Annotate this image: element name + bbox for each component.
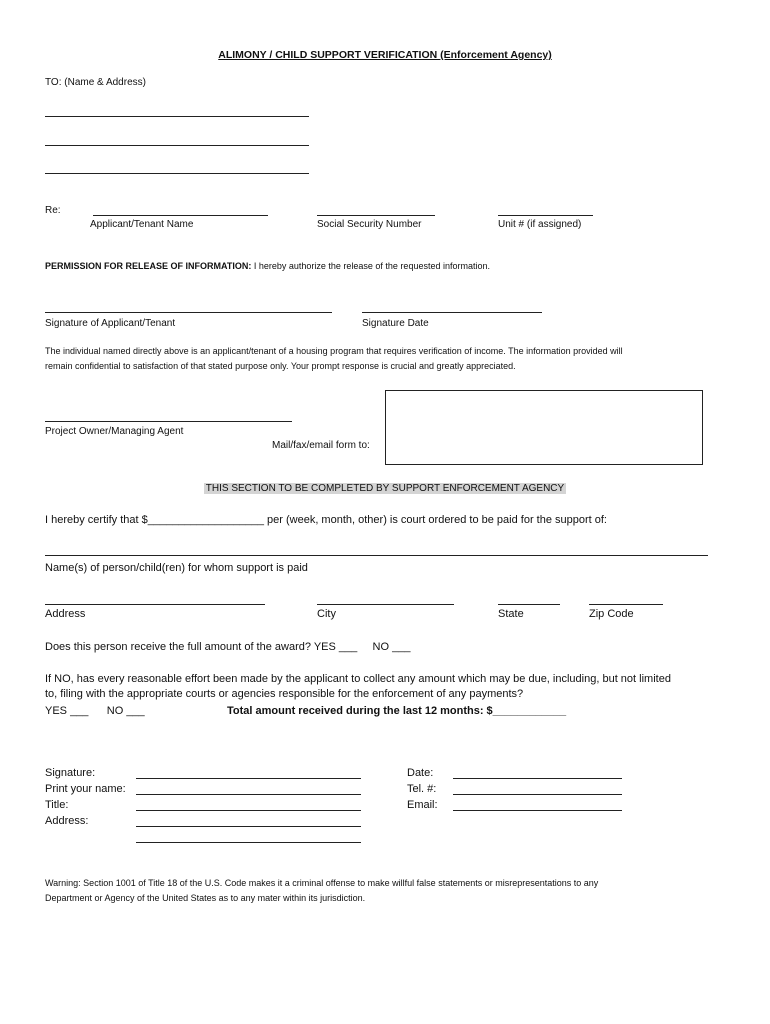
date-label: Date: <box>407 767 434 779</box>
applicant-name-line[interactable] <box>93 215 268 216</box>
signature-date-label: Signature Date <box>362 318 429 329</box>
owner-line[interactable] <box>45 421 292 422</box>
owner-label: Project Owner/Managing Agent <box>45 426 184 437</box>
if-no-line-1: If NO, has every reasonable effort been made by the applicant to collect any amount which may be due, including, but not limited <box>45 673 671 685</box>
address-field-label: Address: <box>45 815 89 827</box>
if-no-line-2: to, filing with the appropriate courts or agencies responsible for the enforcement of any payments? <box>45 688 524 700</box>
warning-line-1: Warning: Section 1001 of Title 18 of the U.S. Code makes it a criminal offense to make willful false statements or misrepresentations to any <box>45 878 599 888</box>
address-line-1[interactable] <box>136 826 361 827</box>
section-banner-row <box>0 483 770 494</box>
print-name-label: Print your name: <box>45 783 126 795</box>
tel-label: Tel. #: <box>407 783 437 795</box>
permission-heading: PERMISSION FOR RELEASE OF INFORMATION: <box>45 261 252 271</box>
city-line[interactable] <box>317 604 454 605</box>
print-name-line[interactable] <box>136 794 361 795</box>
applicant-name-label: Applicant/Tenant Name <box>90 219 194 230</box>
notice-line-2: remain confidential to satisfaction of that stated purpose only. Your prompt response is crucial and greatly appreciated. <box>45 361 516 371</box>
address-line[interactable] <box>45 604 265 605</box>
permission-text: I hereby authorize the release of the requested information. <box>251 261 490 271</box>
names-label: Name(s) of person/child(ren) for whom support is paid <box>45 562 308 574</box>
to-line-3[interactable] <box>45 173 309 174</box>
to-label: TO: (Name & Address) <box>45 77 146 88</box>
state-line[interactable] <box>498 604 560 605</box>
signature-date-line[interactable] <box>362 312 542 313</box>
title-label: Title: <box>45 799 69 811</box>
to-line-1[interactable] <box>45 116 309 117</box>
certify-statement <box>45 514 607 526</box>
city-label: City <box>317 608 336 620</box>
permission-statement <box>45 261 490 271</box>
names-line[interactable] <box>45 555 708 556</box>
total-received: Total amount received during the last 12 months: $____________ <box>227 705 567 717</box>
certify-prefix: I hereby certify that $ <box>45 514 148 526</box>
ssn-label: Social Security Number <box>317 219 422 230</box>
date-line[interactable] <box>453 778 622 779</box>
section-banner: THIS SECTION TO BE COMPLETED BY SUPPORT ENFORCEMENT AGENCY <box>205 483 565 494</box>
applicant-signature-label: Signature of Applicant/Tenant <box>45 318 176 329</box>
form-title: ALIMONY / CHILD SUPPORT VERIFICATION (Enforcement Agency) <box>218 49 552 61</box>
address-line-2[interactable] <box>136 842 361 843</box>
full-amount-question: Does this person receive the full amount of the award? YES ___ NO ___ <box>45 641 411 653</box>
yes-no-options[interactable]: YES ___ NO ___ <box>45 705 145 717</box>
email-label: Email: <box>407 799 438 811</box>
notice-line-1: The individual named directly above is an applicant/tenant of a housing program that requires verification of income. The information provided will <box>45 346 623 356</box>
signature-label: Signature: <box>45 767 96 779</box>
certify-suffix: per (week, month, other) is court ordered to be paid for the support of: <box>263 514 607 526</box>
address-label: Address <box>45 608 86 620</box>
signature-line[interactable] <box>136 778 361 779</box>
unit-label: Unit # (if assigned) <box>498 219 582 230</box>
zip-line[interactable] <box>589 604 663 605</box>
re-label: Re: <box>45 205 61 216</box>
warning-line-2: Department or Agency of the United States as to any mater within its jurisdiction. <box>45 893 366 903</box>
zip-label: Zip Code <box>589 608 634 620</box>
title-line[interactable] <box>136 810 361 811</box>
certify-amount-blank[interactable]: ___________________ <box>147 514 264 526</box>
mail-to-box[interactable] <box>385 390 703 465</box>
email-line[interactable] <box>453 810 622 811</box>
applicant-signature-line[interactable] <box>45 312 332 313</box>
state-label: State <box>498 608 524 620</box>
mail-label: Mail/fax/email form to: <box>272 440 370 451</box>
to-line-2[interactable] <box>45 145 309 146</box>
ssn-line[interactable] <box>317 215 435 216</box>
tel-line[interactable] <box>453 794 622 795</box>
unit-line[interactable] <box>498 215 593 216</box>
